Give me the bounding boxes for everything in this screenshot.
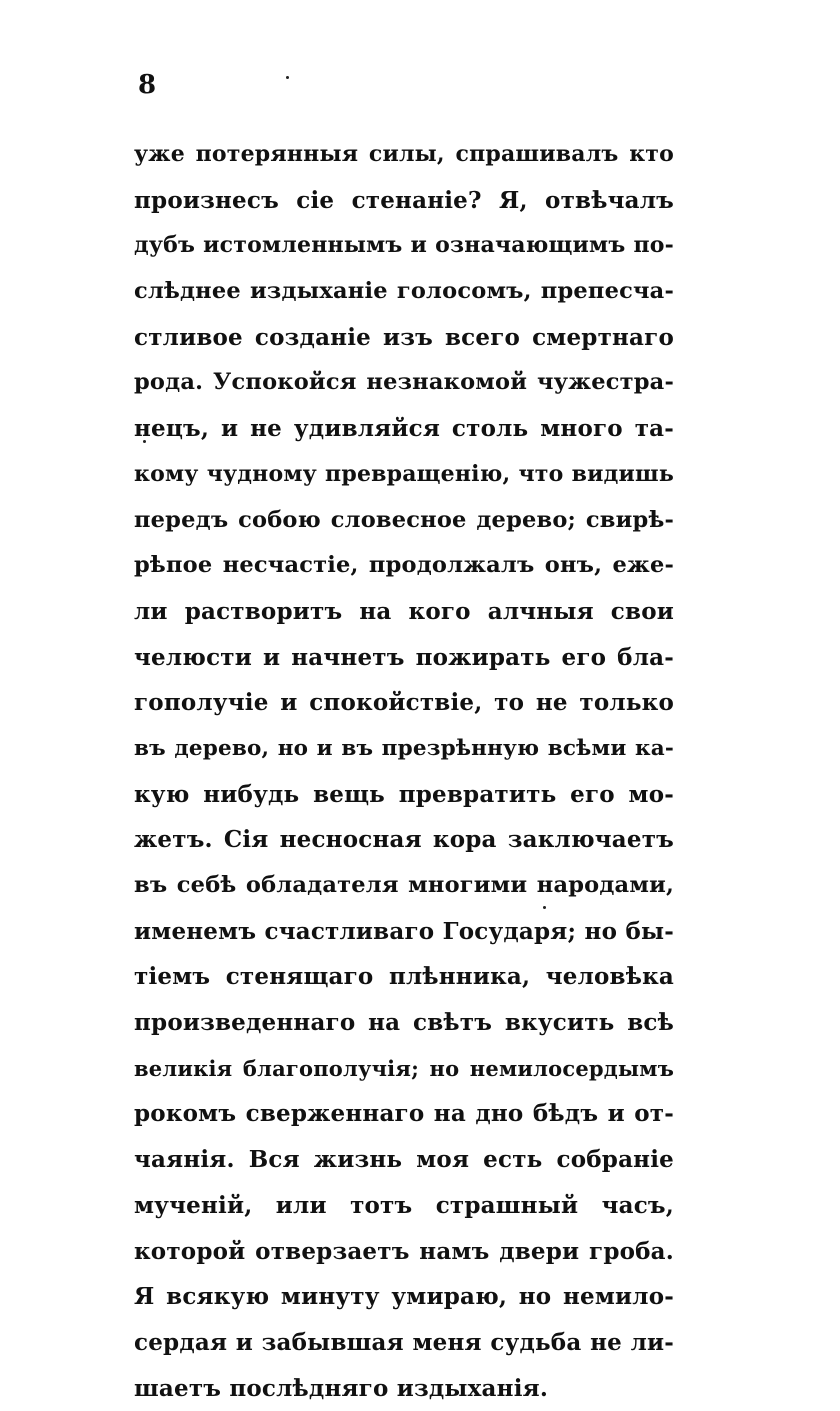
text-line: мученій, или тотъ страшный часъ, [134,1191,674,1219]
text-line: кую нибудь вещь превратить его мо- [134,780,674,808]
text-line: жетъ. Сія несносная кора заключаетъ [134,826,674,854]
text-line: которой отверзаетъ намъ двери гроба. [134,1237,674,1265]
text-line: чаянія. Вся жизнь моя есть собраніе [134,1146,674,1174]
text-line: произнесъ сіе стенаніе? Я, отвѣчалъ [134,186,674,214]
body-text [134,132,674,1411]
text-line: рода. Успокойся незнакомой чужестра- [134,369,674,396]
text-line: стливое созданіе изъ всего смертнаго [134,323,674,351]
text-line: ли растворитъ на кого алчныя свои [134,597,674,625]
text-line: именемъ счастливаго Государя; но бы- [134,917,674,945]
text-line: шаетъ послѣдняго издыханія. [134,1374,549,1402]
page-number: 8 [138,70,157,100]
text-line: уже потерянныя силы, спрашивалъ кто [134,141,674,167]
text-line: произведеннаго на свѣтъ вкусить всѣ [134,1009,674,1037]
text-line: великія благополучія; но немилосердымъ [134,1055,674,1081]
text-line: нецъ, и не удивляйся столь много та- [134,415,674,443]
text-line: рокомъ сверженнаго на дно бѣдъ и от- [134,1100,674,1128]
text-line: въ дерево, но и въ презрѣнную всѣми ка- [134,735,674,761]
text-line: въ себѣ обладателя многими народами, [134,872,674,898]
text-line: кому чудному превращенію, что видишь [134,460,674,487]
text-line: гополучіе и спокойствіе, то не только [134,689,674,717]
text-line: дубъ истомленнымъ и означающимъ по- [134,232,674,259]
text-line: передъ собою словесное дерево; свирѣ- [134,506,674,533]
text-line: челюсти и начнетъ пожирать его бла- [134,643,674,671]
text-line: тіемъ стенящаго плѣнника, человѣка [134,963,674,991]
text-line: сердая и забывшая меня судьба не ли- [134,1328,674,1356]
text-line: рѣпое несчастіе, продолжалъ онъ, еже- [134,552,674,579]
text-line: Я всякую минуту умираю, но немило- [134,1283,674,1311]
text-line: слѣднее издыханіе голосомъ, препесча- [134,278,674,305]
print-speck [286,76,289,79]
